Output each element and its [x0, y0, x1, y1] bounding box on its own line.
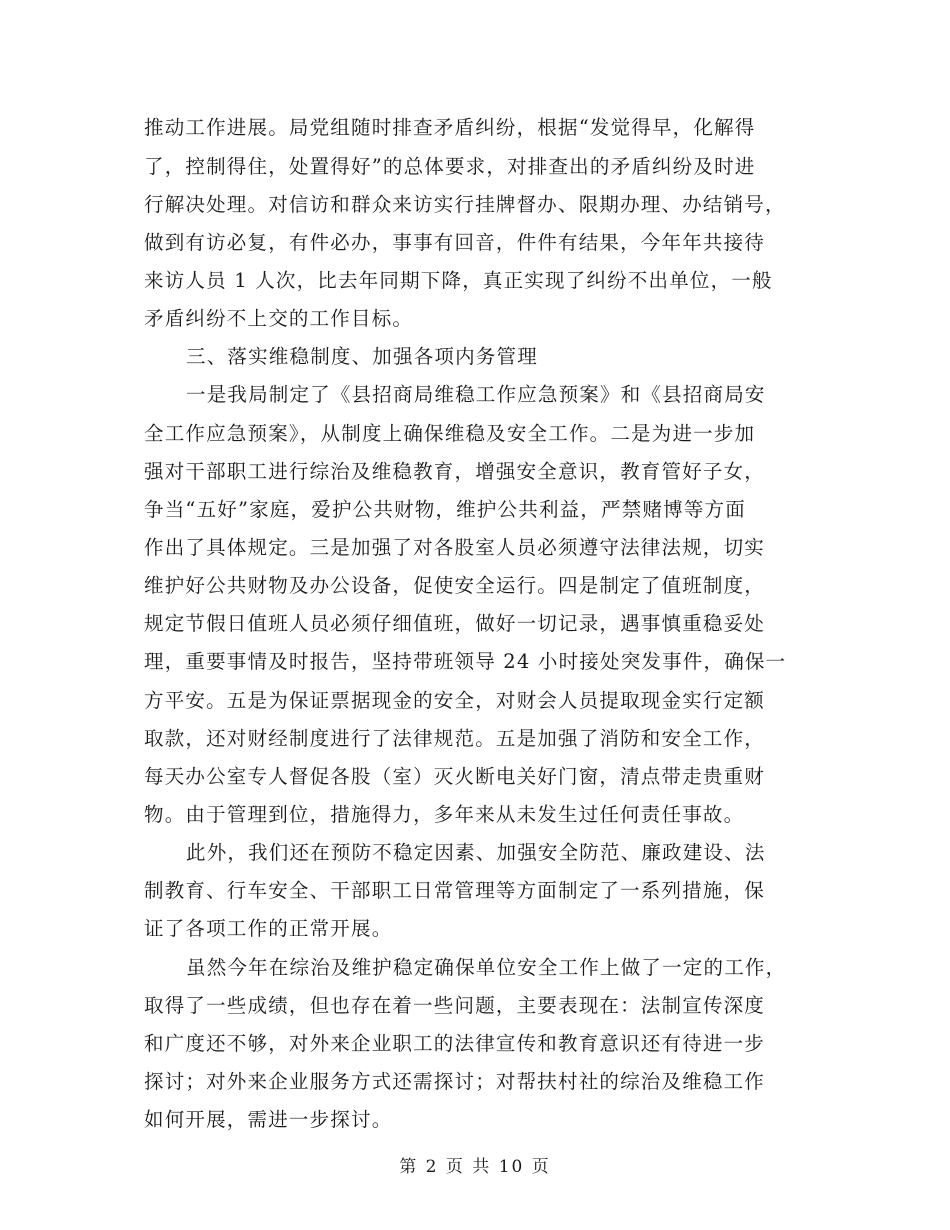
section-heading: 三、落实维稳制度、加强各项内务管理 — [186, 345, 538, 368]
page-number-footer: 第 2 页 共 10 页 — [399, 1157, 551, 1177]
body-line: 矛盾纠纷不上交的工作目标。 — [144, 307, 414, 330]
body-line: 作出了具体规定。三是加强了对各股室人员必须遵守法律法规，切实 — [144, 536, 766, 559]
body-line: 了，控制得住，处置得好”的总体要求，对排查出的矛盾纠纷及时进 — [144, 155, 756, 178]
body-line: 维护好公共财物及办公设备，促使安全运行。四是制定了值班制度， — [144, 574, 766, 597]
body-line: 来访人员 1 人次，比去年同期下降，真正实现了纠纷不出单位，一般 — [144, 269, 773, 292]
body-line: 规定节假日值班人员必须仔细值班，做好一切记录，遇事慎重稳妥处 — [144, 612, 766, 635]
body-line: 行解决处理。对信访和群众来访实行挂牌督办、限期办理、办结销号， — [144, 193, 786, 216]
body-line: 取款，还对财经制度进行了法律规范。五是加强了消防和安全工作， — [144, 727, 766, 750]
body-line: 全工作应急预案》，从制度上确保维稳及安全工作。二是为进一步加 — [144, 422, 756, 445]
body-line: 此外，我们还在预防不稳定因素、加强安全防范、廉政建设、法 — [186, 841, 766, 864]
body-line: 强对干部职工进行综治及维稳教育，增强安全意识，教育管好子女， — [144, 460, 766, 483]
body-line: 物。由于管理到位，措施得力，多年来从未发生过任何责任事故。 — [144, 803, 745, 826]
body-line: 理，重要事情及时报告，坚持带班领导 24 小时接处突发事件，确保一 — [144, 650, 787, 673]
body-line: 推动工作进展。局党组随时排查矛盾纠纷，根据“发觉得早，化解得 — [144, 116, 756, 139]
body-line: 取得了一些成绩，但也存在着一些问题，主要表现在：法制宣传深度 — [144, 994, 766, 1017]
body-line: 探讨；对外来企业服务方式还需探讨；对帮扶村社的综治及维稳工作 — [144, 1070, 766, 1093]
body-line: 制教育、行车安全、干部职工日常管理等方面制定了一系列措施，保 — [144, 879, 766, 902]
body-line: 证了各项工作的正常开展。 — [144, 917, 393, 940]
body-line: 如何开展，需进一步探讨。 — [144, 1108, 393, 1131]
body-line: 方平安。五是为保证票据现金的安全，对财会人员提取现金实行定额 — [144, 689, 766, 712]
body-line: 争当“五好”家庭，爱护公共财物，维护公共利益，严禁赌博等方面 — [144, 498, 746, 521]
body-line: 和广度还不够，对外来企业职工的法律宣传和教育意识还有待进一步 — [144, 1032, 766, 1055]
body-line: 每天办公室专人督促各股（室）灭火断电关好门窗，清点带走贵重财 — [144, 765, 766, 788]
body-line: 虽然今年在综治及维护稳定确保单位安全工作上做了一定的工作， — [186, 956, 787, 979]
body-line: 做到有访必复，有件必办，事事有回音，件件有结果，今年年共接待 — [144, 231, 766, 254]
body-line: 一是我局制定了《县招商局维稳工作应急预案》和《县招商局安 — [186, 383, 766, 406]
